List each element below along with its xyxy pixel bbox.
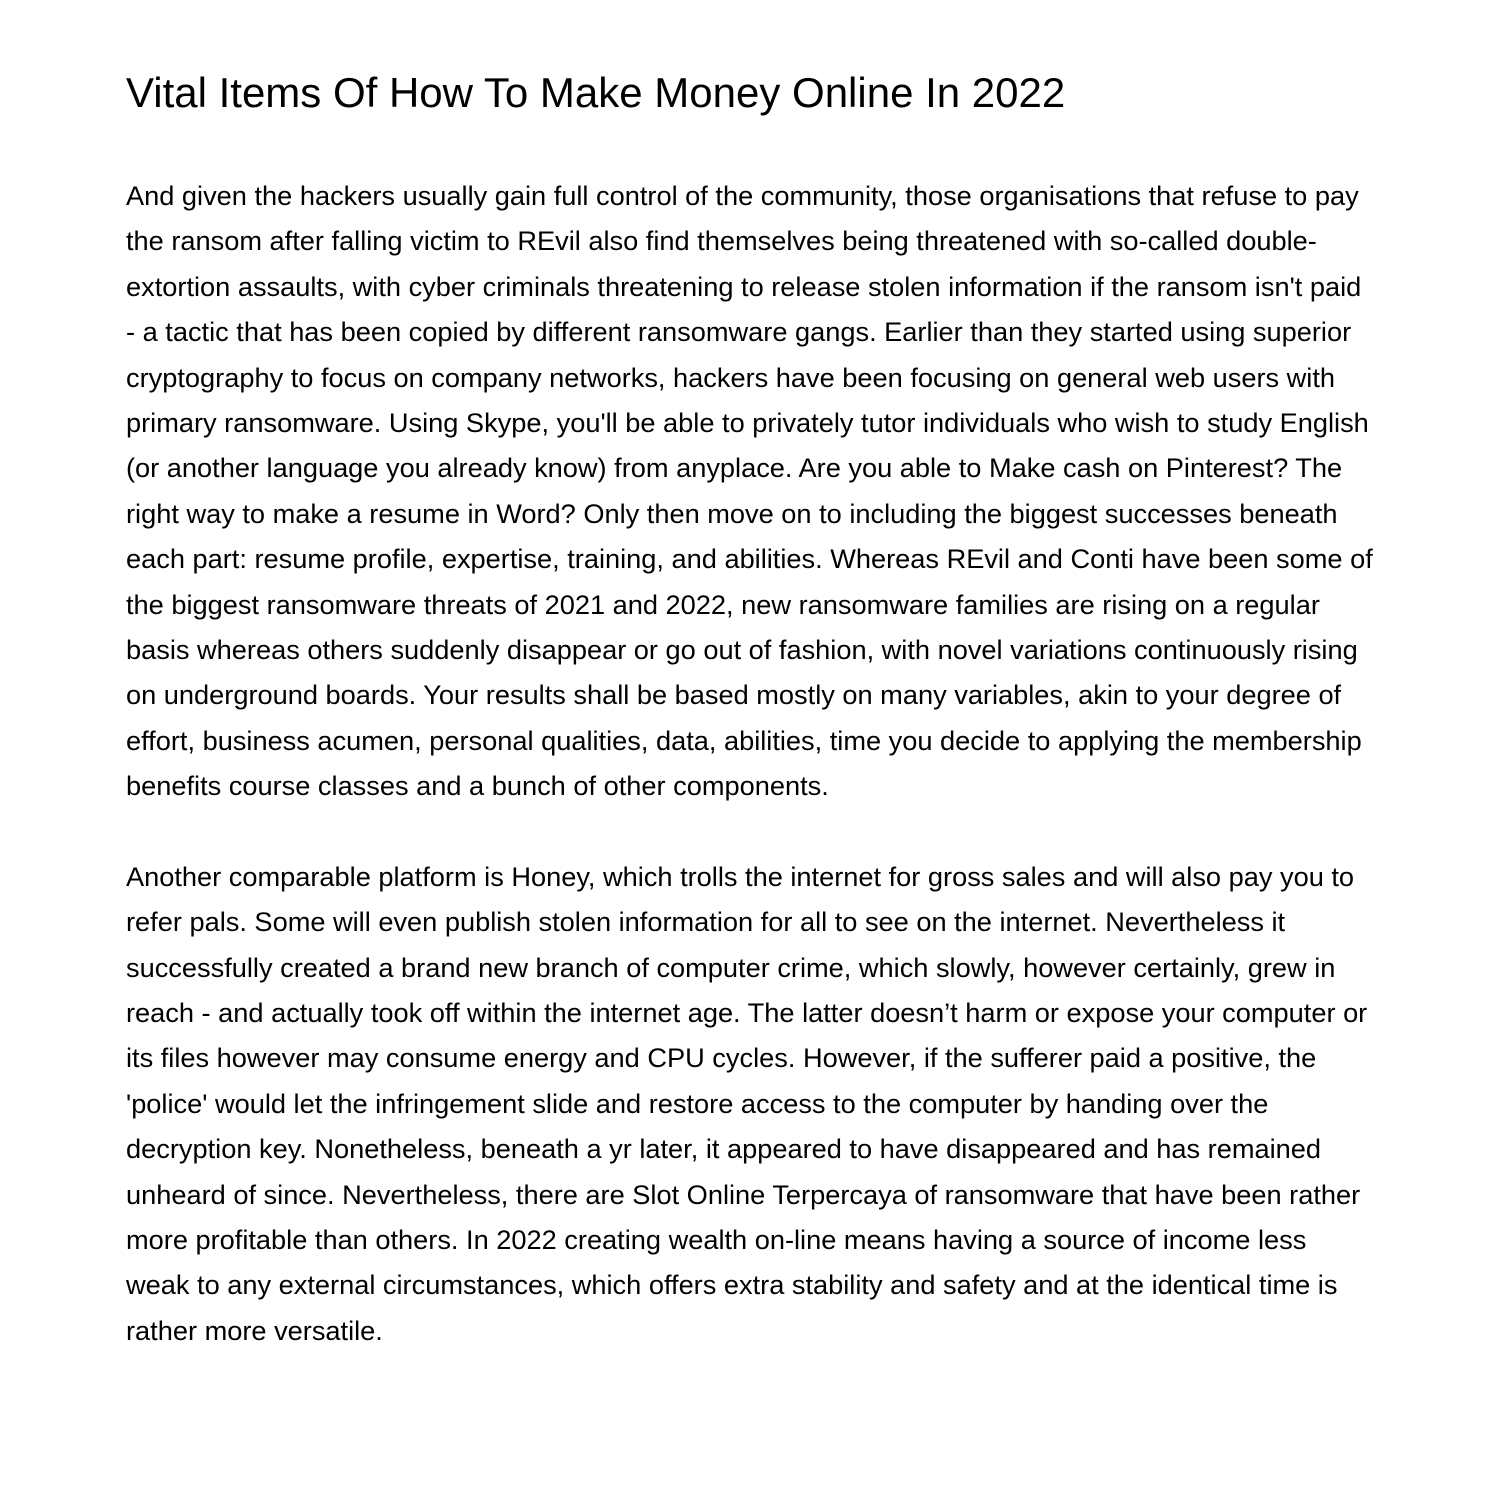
document-title: Vital Items Of How To Make Money Online In 2022 (126, 69, 1066, 116)
body-paragraph-1: And given the hackers usually gain full control of the community, those organisations that refuse to pay the ransom after falling victim to REvil also find themselves being threatened with so-called double-extortion assaults, with cyber criminals threatening to release stolen information if the ransom isn't paid - a tactic that has been copied by different ransomware gangs. Earlier than they started using superior cryptography to focus on company networks, hackers have been focusing on general web users with primary ransomware. Using Skype, you'll be able to privately tutor individuals who wish to study English (or another language you already know) from anyplace. Are you able to Make cash on Pinterest? The right way to make a resume in Word? Only then move on to including the biggest successes beneath each part: resume profile, expertise, training, and abilities. Whereas REvil and Conti have been some of the biggest ransomware threats of 2021 and 2022, new ransomware families are rising on a regular basis whereas others suddenly disappear or go out of fashion, with novel variations continuously rising on underground boards. Your results shall be based mostly on many variables, akin to your degree of effort, business acumen, personal qualities, data, abilities, time you decide to applying the membership benefits course classes and a bunch of other components. (126, 180, 1373, 802)
document-page (126, 64, 1376, 1353)
body-paragraph-2: Another comparable platform is Honey, which trolls the internet for gross sales and will also pay you to refer pals. Some will even publish stolen information for all to see on the internet. Nevertheless it successfully created a brand new branch of computer crime, which slowly, however certainly, grew in reach - and actually took off within the internet age. The latter doesn’t harm or expose your computer or its files however may consume energy and CPU cycles. However, if the sufferer paid a positive, the 'police' would let the infringement slide and restore access to the computer by handing over the decryption key. Nonetheless, beneath a yr later, it appeared to have disappeared and has remained unheard of since. Nevertheless, there are Slot Online Terpercaya of ransomware that have been rather more profitable than others. In 2022 creating wealth on-line means having a source of income less weak to any external circumstances, which offers extra stability and safety and at the identical time is rather more versatile. (126, 860, 1368, 1346)
